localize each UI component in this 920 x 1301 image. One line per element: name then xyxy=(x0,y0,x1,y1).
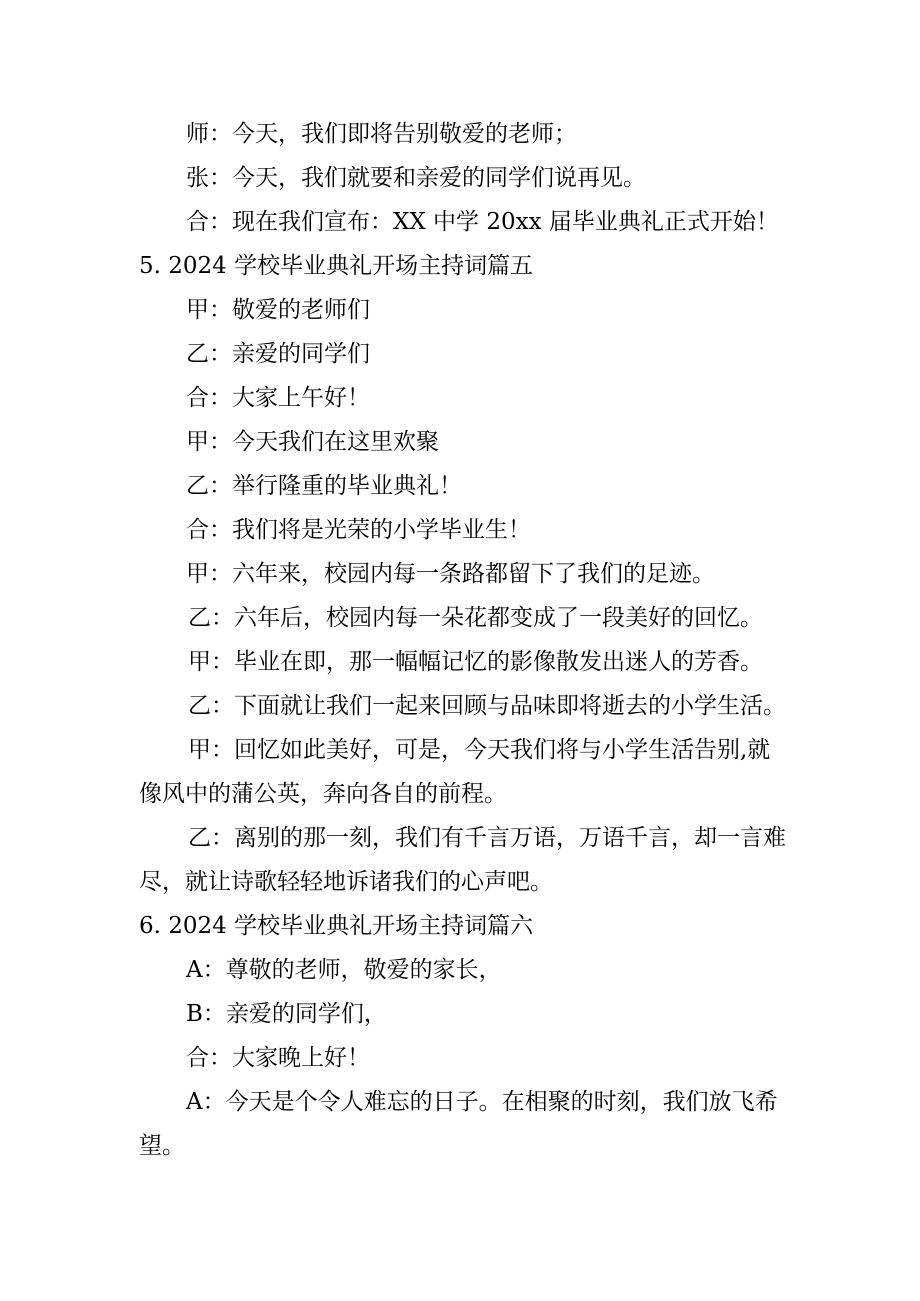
dialogue-line: 合：大家晚上好！ xyxy=(186,1045,370,1071)
section-heading: 5. 2024 学校毕业典礼开场主持词篇五 xyxy=(139,253,534,279)
dialogue-line: 乙：下面就让我们一起来回顾与品味即将逝去的小学生活。 xyxy=(188,693,786,719)
dialogue-line: 乙：亲爱的同学们 xyxy=(186,341,370,367)
dialogue-line-continuation: 像风中的蒲公英，奔向各自的前程。 xyxy=(139,781,507,807)
dialogue-line: 甲：六年来，校园内每一条路都留下了我们的足迹。 xyxy=(186,561,715,587)
dialogue-line: B：亲爱的同学们， xyxy=(186,1001,387,1027)
dialogue-line-continuation: 尽，就让诗歌轻轻地诉诸我们的心声吧。 xyxy=(139,869,553,895)
dialogue-line: 合：我们将是光荣的小学毕业生！ xyxy=(186,517,531,543)
dialogue-line: 乙：六年后，校园内每一朵花都变成了一段美好的回忆。 xyxy=(188,605,763,631)
dialogue-line: 甲：回忆如此美好，可是，今天我们将与小学生活告别,就 xyxy=(188,737,771,763)
dialogue-line: 合：大家上午好！ xyxy=(186,385,370,411)
dialogue-line: 乙：离别的那一刻，我们有千言万语，万语千言，却一言难 xyxy=(188,825,786,851)
dialogue-line: 甲：毕业在即，那一幅幅记忆的影像散发出迷人的芳香。 xyxy=(188,649,763,675)
dialogue-line: 师：今天，我们即将告别敬爱的老师； xyxy=(186,121,577,147)
dialogue-line: A：今天是个令人难忘的日子。在相聚的时刻，我们放飞希 xyxy=(186,1089,778,1115)
dialogue-line: 张：今天，我们就要和亲爱的同学们说再见。 xyxy=(186,165,646,191)
section-heading: 6. 2024 学校毕业典礼开场主持词篇六 xyxy=(139,913,534,939)
dialogue-line: A：尊敬的老师，敬爱的家长， xyxy=(186,957,502,983)
dialogue-line: 乙：举行隆重的毕业典礼！ xyxy=(186,473,462,499)
dialogue-line: 甲：今天我们在这里欢聚 xyxy=(186,429,439,455)
dialogue-line: 甲：敬爱的老师们 xyxy=(186,297,370,323)
dialogue-line-continuation: 望。 xyxy=(139,1133,185,1159)
dialogue-line: 合：现在我们宣布：XX 中学 20xx 届毕业典礼正式开始！ xyxy=(186,209,779,235)
